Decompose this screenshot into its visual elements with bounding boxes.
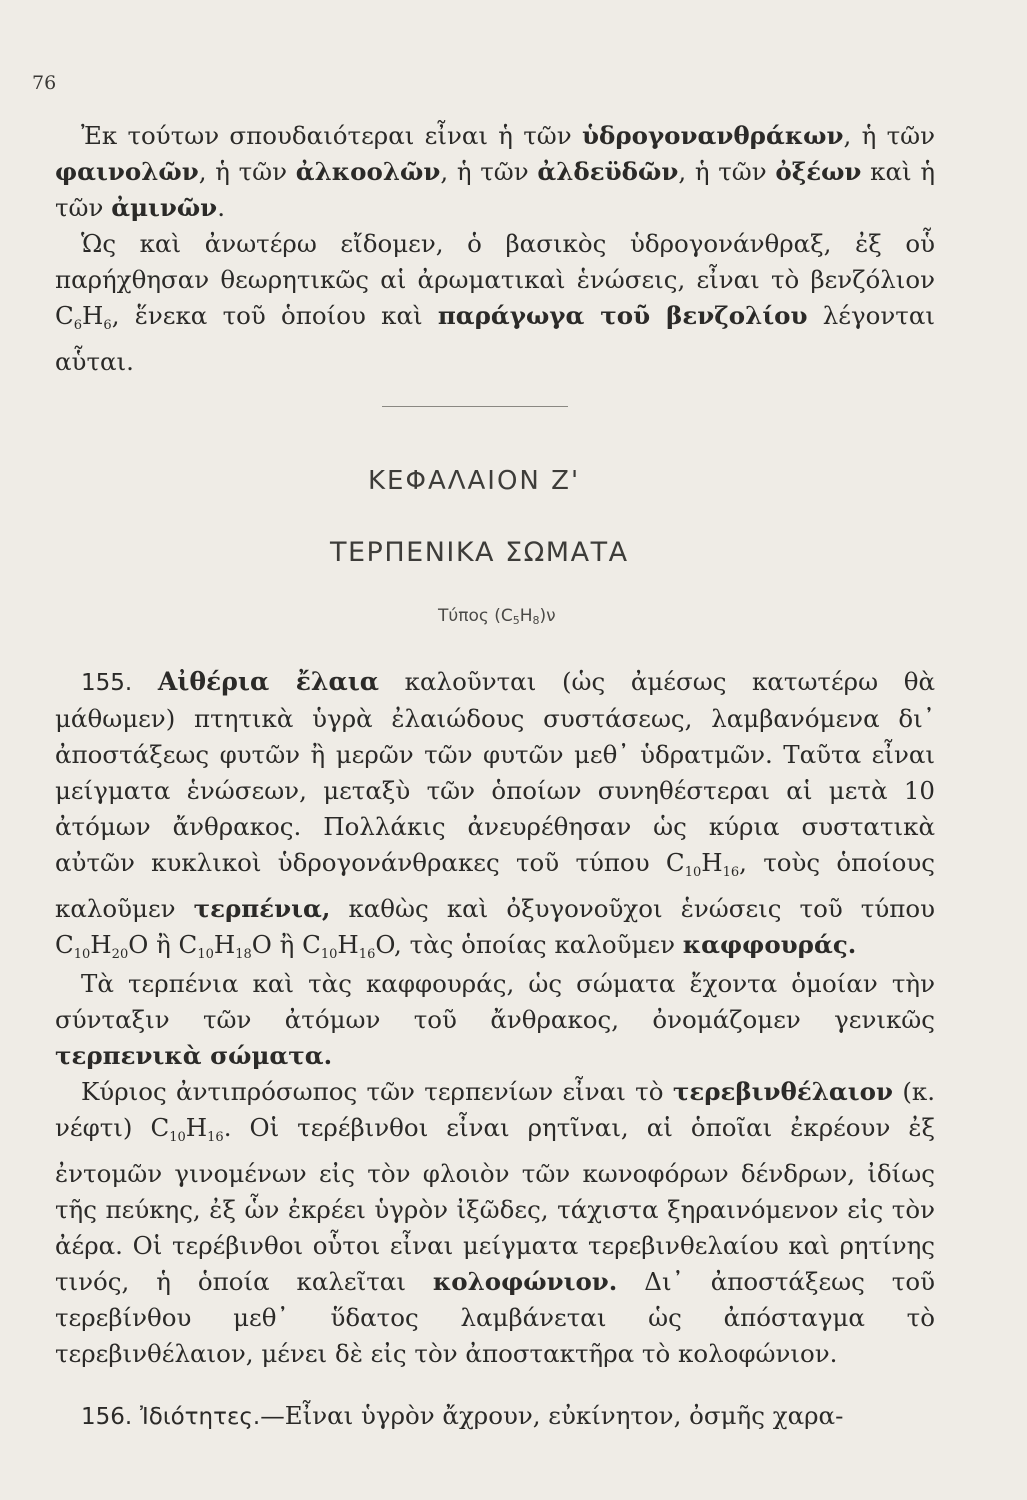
section-155-paragraph-1: 155. Αἰθέρια ἔλαια καλοῦνται (ὡς ἀμέσως κατωτέρω θὰ μάθωμεν) πτητικὰ ὑγρὰ ἐλαιώδους συστάσεως, λαμβανόμενα δι᾽ ἀποστάξεως φυτῶν ἢ μερῶν τῶν φυτῶν μεθ᾽ ὑδρατμῶν. Ταῦτα εἶναι μείγματα ἑνώσεων, μεταξὺ τῶν ὁποίων συνηθέστεραι αἱ μετὰ 10 ἀτόμων ἄνθρακος. Πολλάκις ἀνευρέθησαν ὡς κύρια συστατικὰ αὐτῶν κυκλικοὶ ὑδρογονάνθρακες τοῦ τύπου $C_{10}H_{16}$, τοὺς ὁποίους καλοῦμεν τερπένια, καθὼς καὶ ὀξυγονοῦχοι ἑνώσεις τοῦ τύπου $C_{10}H_{20}O$ ἢ $C_{10}H_{18}O$ ἢ $C_{10}H_{16}O$, τὰς ὁποίας καλοῦμεν καφφουράς. <box>55 667 936 962</box>
intro-paragraph-2: Ὡς καὶ ἀνωτέρω εἴδομεν, ὁ βασικὸς ὑδρογονάνθραξ, ἐξ οὗ παρήχθησαν θεωρητικῶς αἱ ἀρωματικαὶ ἑνώσεις, εἶναι τὸ βενζόλιον $C_6H_6$, ἕνεκα τοῦ ὁποίου καὶ παράγωγα τοῦ βενζολίου λέγονται αὗται. <box>55 229 935 376</box>
term-aldehydes: ἀλδεϋδῶν <box>537 157 679 186</box>
term-terpenes: τερπένια, <box>193 894 331 923</box>
term-colophony: κολοφώνιον. <box>432 1267 618 1296</box>
chapter-formula: Τύπος $(C_5H_8)\nu$ <box>438 606 556 627</box>
chapter-label: ΚΕΦΑΛΑΙΟΝ Ζ' <box>368 466 581 496</box>
section-heading: Αἰθέρια ἔλαια <box>157 667 380 696</box>
chapter-title: ΤΕΡΠΕΝΙΚΑ ΣΩΜΑΤΑ <box>330 537 629 568</box>
term-acids: ὀξέων <box>775 157 862 186</box>
section-155-paragraph-3: Κύριος ἀντιπρόσωπος τῶν τερπενίων εἶναι τὸ τερεβινθέλαιον (κ. νέφτι) $C_{10}H_{16}$. Οἱ τερέβινθοι εἶναι ρητῖναι, αἱ ὁποῖαι ἐκρέουν ἐξ ἐντομῶν γινομένων εἰς τὸν φλοιὸν τῶν κωνοφόρων δένδρων, ἰδίως τῆς πεύκης, ἐξ ὧν ἐκρέει ὑγρὸν ἰξῶδες, τάχιστα ξηραινόμενον εἰς τὸν ἀέρα. Οἱ τερέβινθοι οὗτοι εἶναι μείγματα τερεβινθελαίου καὶ ρητίνης τινός, ἡ ὁποία καλεῖται κολοφώνιον. Δι᾽ ἀποστάξεως τοῦ τερεβίνθου μεθ᾽ ὕδατος λαμβάνεται ὡς ἀπόσταγμα τὸ τερεβινθέλαιον, μένει δὲ εἰς τὸν ἀποστακτῆρα τὸ κολοφώνιον. <box>55 1077 935 1368</box>
term-alcohols: ἀλκοολῶν <box>295 157 441 186</box>
term-hydrocarbons: ὑδρογονανθράκων <box>581 121 844 150</box>
intro-paragraph-1: Ἐκ τούτων σπουδαιότεραι εἶναι ἡ τῶν ὑδρογονανθράκων, ἡ τῶν φαινολῶν, ἡ τῶν ἀλκοολῶν, ἡ τῶν ἀλδεϋδῶν, ἡ τῶν ὀξέων καὶ ἡ τῶν ἀμινῶν. <box>55 121 935 222</box>
section-number: 155. <box>81 670 133 696</box>
section-155-paragraph-2: Τὰ τερπένια καὶ τὰς καφφουράς, ὡς σώματα ἔχοντα ὁμοίαν τὴν σύνταξιν τῶν ἀτόμων τοῦ ἄνθρακος, ὀνομάζομεν γενικῶς τερπενικὰ σώματα. <box>55 969 935 1070</box>
section-number: 156. <box>81 1404 133 1430</box>
term-terpenic-bodies: τερπενικὰ σώματα. <box>55 1041 333 1070</box>
term-benzene-derivatives: παράγωγα τοῦ βενζολίου <box>437 301 808 330</box>
section-heading: Ἰδιότητες. <box>140 1404 261 1430</box>
term-camphors: καφφουράς. <box>682 930 857 959</box>
term-phenols: φαινολῶν <box>55 157 199 186</box>
section-156-paragraph: 156. Ἰδιότητες.—Εἶναι ὑγρὸν ἄχρουν, εὐκίνητον, ὀσμῆς χαρα- <box>81 1401 844 1430</box>
term-turpentine: τερεβινθέλαιον <box>672 1077 893 1106</box>
page-number: 76 <box>32 72 57 94</box>
term-amines: ἀμινῶν <box>111 193 218 222</box>
section-divider <box>382 406 568 407</box>
